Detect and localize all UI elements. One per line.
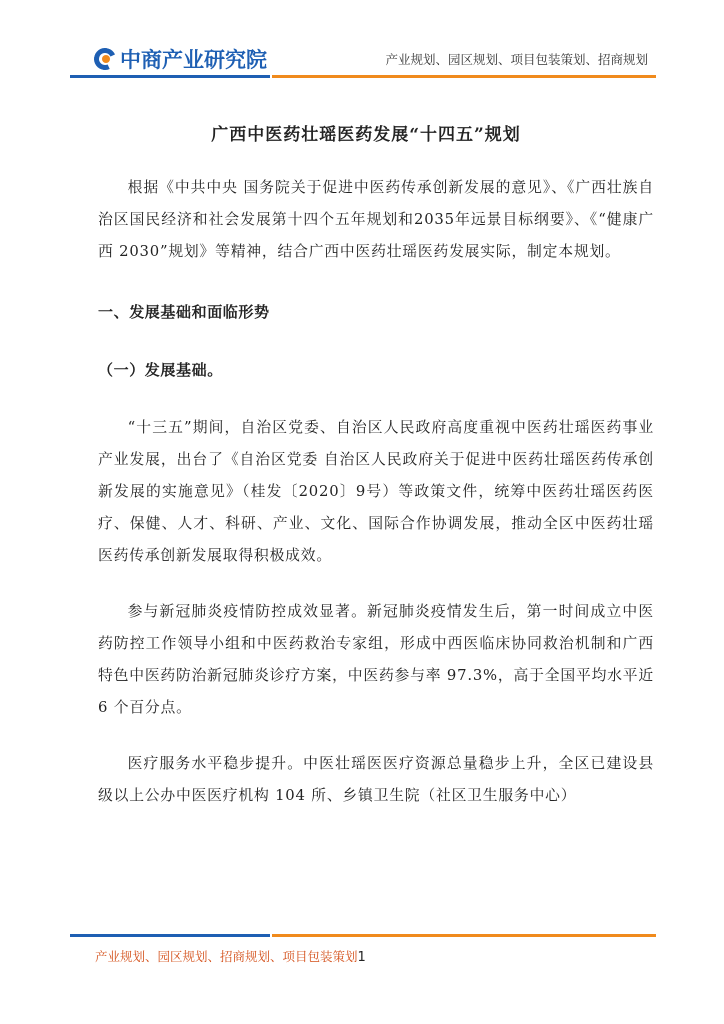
logo-icon: [94, 48, 116, 70]
subsection-heading: （一）发展基础。: [98, 361, 223, 379]
footer-tagline: 产业规划、园区规划、招商规划、项目包装策划: [95, 949, 358, 964]
page-number: 1: [357, 950, 366, 965]
header-divider-orange: [272, 75, 656, 78]
section-heading: 一、发展基础和面临形势: [98, 303, 270, 321]
header-divider-blue: [70, 75, 270, 78]
logo-text: 中商产业研究院: [120, 48, 267, 72]
document-title: 广西中医药壮瑶医药发展“十四五”规划: [211, 125, 521, 145]
body-paragraph-2: 参与新冠肺炎疫情防控成效显著。新冠肺炎疫情发生后，第一时间成立中医药防控工作领导小组和中医药救治专家组，形成中西医临床协同救治机制和广西特色中医药防治新冠肺炎诊疗方案，中医药参与率 97.3%，高于全国平均水平近 6 个百分点。: [98, 603, 654, 716]
page-footer: [0, 920, 724, 980]
header-tagline: 产业规划、园区规划、项目包装策划、招商规划: [385, 52, 648, 67]
page-header: [0, 0, 724, 80]
body-paragraph-1: “十三五”期间，自治区党委、自治区人民政府高度重视中医药壮瑶医药事业产业发展，出台了《自治区党委 自治区人民政府关于促进中医药壮瑶医药传承创新发展的实施意见》（桂发〔2020〕9号）等政策文件，统筹中医药壮瑶医药医疗、保健、人才、科研、产业、文化、国际合作协调发展，推动全区中医药壮瑶医药传承创新发展取得积极成效。: [98, 419, 654, 564]
footer-divider-orange: [272, 934, 656, 937]
document-body: [98, 122, 654, 812]
company-logo: [94, 44, 267, 74]
footer-divider-blue: [70, 934, 270, 937]
footer-text: [95, 947, 366, 965]
intro-paragraph: 根据《中共中央 国务院关于促进中医药传承创新发展的意见》、《广西壮族自治区国民经济和社会发展第十四个五年规划和2035年远景目标纲要》、《“健康广西 2030”规划》等精神，结合广西中医药壮瑶医药发展实际，制定本规划。: [98, 179, 654, 260]
body-paragraph-3: 医疗服务水平稳步提升。中医壮瑶医医疗资源总量稳步上升，全区已建设县级以上公办中医医疗机构 104 所、乡镇卫生院（社区卫生服务中心）: [98, 755, 654, 804]
